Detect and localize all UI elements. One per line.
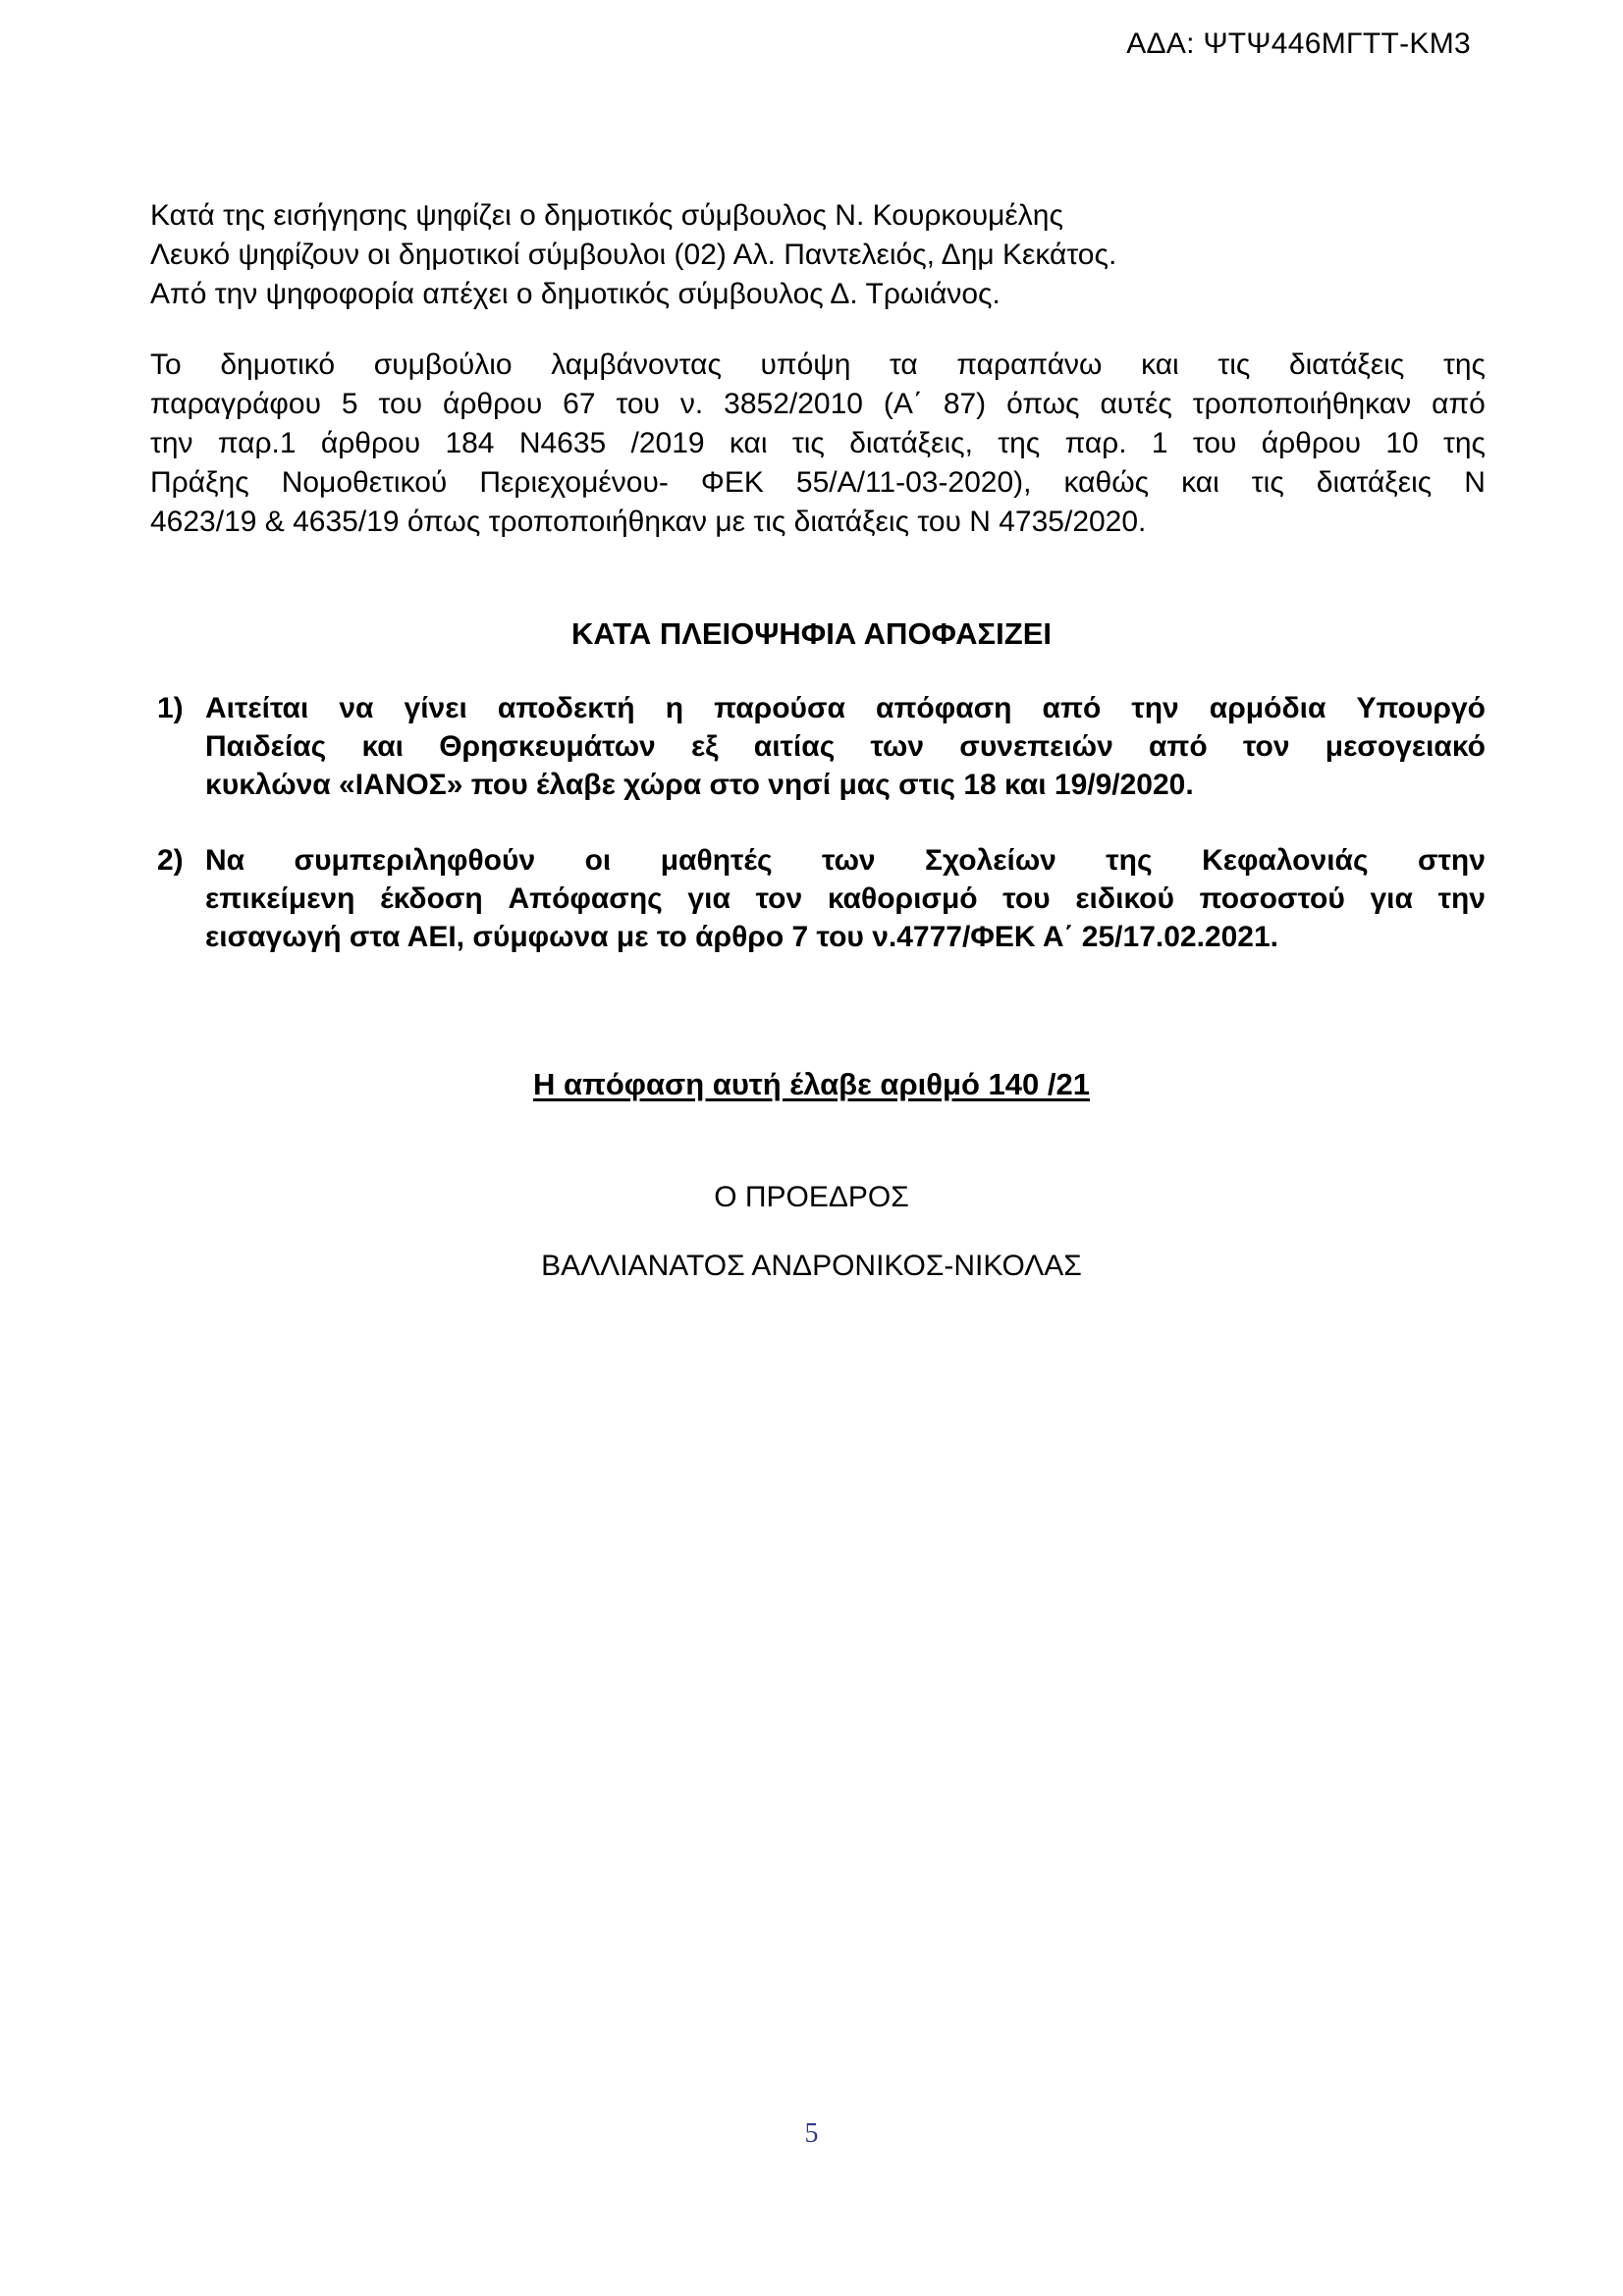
word: δημοτικό — [220, 348, 336, 381]
decision-heading: ΚΑΤΑ ΠΛΕΙΟΨΗΦΙΑ ΑΠΟΦΑΣΙΖΕΙ — [570, 616, 1052, 651]
word: την — [150, 427, 193, 459]
word: άρθρου — [1261, 427, 1361, 459]
word: 1 — [1151, 427, 1168, 459]
paragraph-line — [150, 424, 1486, 463]
word: παρ. — [1064, 427, 1127, 459]
word: 3852/2010 — [724, 388, 863, 420]
word: και — [1181, 466, 1219, 499]
word: τις — [1217, 348, 1251, 381]
president-title: Ο ΠΡΟΕΔΡΟΣ — [714, 1181, 909, 1213]
word: 184 — [445, 427, 495, 459]
decision-item — [157, 689, 1486, 804]
word: όπως — [1006, 388, 1080, 420]
word: της — [1106, 844, 1153, 877]
paragraph-line — [150, 346, 1486, 385]
word: λαμβάνοντας — [551, 348, 722, 381]
word: και — [729, 427, 768, 459]
item-line — [205, 689, 1486, 727]
word: τον — [1242, 730, 1290, 763]
word: να — [339, 692, 374, 724]
word: 67 — [563, 388, 596, 420]
word: για — [687, 882, 730, 915]
word: της — [998, 427, 1041, 459]
word: από — [1432, 388, 1486, 420]
word: τις — [1251, 466, 1284, 499]
word: μαθητές — [660, 844, 773, 877]
word: καθώς — [1063, 466, 1150, 499]
word: του — [1192, 427, 1237, 459]
word: συμπεριληφθούν — [294, 844, 536, 877]
word: εξ — [690, 730, 719, 763]
decision-item — [157, 841, 1486, 956]
word: αποδεκτή — [497, 692, 635, 724]
word: Το — [150, 348, 182, 381]
item-number: 2) — [157, 844, 184, 877]
word: του — [616, 388, 660, 420]
paragraph-line — [150, 463, 1486, 503]
word: και — [1141, 348, 1179, 381]
word: αυτές — [1100, 388, 1172, 420]
vote-line-blank: Λευκό ψηφίζουν οι δημοτικοί σύμβουλοι (02) Αλ. Παντελειός, Δημ Κεκάτος. — [150, 239, 1117, 271]
word: άρθρου — [442, 388, 543, 420]
word: διατάξεις — [1316, 466, 1433, 499]
word: Ν — [1464, 466, 1486, 499]
word: συμβούλιο — [373, 348, 513, 381]
word: συνεπειών — [959, 730, 1113, 763]
president-name: ΒΑΛΛΙΑΝΑΤΟΣ ΑΝΔΡΟΝΙΚΟΣ-ΝΙΚΟΛΑΣ — [541, 1250, 1082, 1282]
word: και — [361, 730, 404, 763]
word: αρμόδια — [1209, 692, 1326, 724]
word: των — [822, 844, 876, 877]
decision-number-text: Η απόφαση αυτή έλαβε αριθμό 140 /21 — [533, 1067, 1090, 1101]
word: του — [378, 388, 423, 420]
item-body — [205, 841, 1486, 956]
page-number: 5 — [804, 2118, 819, 2149]
word: Θρησκευμάτων — [439, 730, 656, 763]
word: του — [1002, 882, 1051, 915]
word: 5 — [341, 388, 358, 420]
word: την — [1131, 692, 1179, 724]
item-number: 1) — [157, 692, 184, 724]
word: στην — [1418, 844, 1486, 877]
ada-code: ΑΔΑ: ΨΤΨ446ΜΓΤΤ-ΚΜ3 — [1126, 27, 1471, 60]
word: /2019 — [630, 427, 705, 459]
word: άρθρου — [320, 427, 421, 459]
word: των — [870, 730, 925, 763]
word: από — [1042, 692, 1102, 724]
word: παραγράφου — [150, 388, 321, 420]
word: παρ.1 — [217, 427, 297, 459]
word: μεσογειακό — [1325, 730, 1486, 763]
word: Σχολείων — [925, 844, 1056, 877]
word: επικείμενη — [205, 882, 355, 915]
item-line: κυκλώνα «ΙΑΝΟΣ» που έλαβε χώρα στο νησί μας στις 18 και 19/9/2020. — [205, 769, 1194, 801]
word: Να — [205, 844, 245, 877]
word: γίνει — [404, 692, 467, 724]
word: υπόψη — [760, 348, 851, 381]
paragraph-line: 4623/19 & 4635/19 όπως τροποποιήθηκαν με τις διατάξεις του Ν 4735/2020. — [150, 506, 1147, 538]
word: της — [1443, 427, 1486, 459]
word: της — [1442, 348, 1486, 381]
word: τα — [890, 348, 918, 381]
item-line — [205, 880, 1486, 918]
word: έκδοση — [380, 882, 483, 915]
item-line — [205, 841, 1486, 880]
decision-number — [0, 1067, 1623, 1102]
paragraph-line — [150, 385, 1486, 424]
word: παρούσα — [714, 692, 845, 724]
word: απόφαση — [876, 692, 1012, 724]
word: την — [1437, 882, 1486, 915]
vote-line-abstain: Από την ψηφοφορία απέχει ο δημοτικός σύμβουλος Δ. Τρωιάνος. — [150, 278, 1001, 310]
word: ποσοστού — [1199, 882, 1345, 915]
item-line — [205, 727, 1486, 766]
word: Πράξης — [150, 466, 249, 499]
word: Περιεχομένου- — [479, 466, 669, 499]
word: ειδικού — [1075, 882, 1174, 915]
word: 55/Α/11-03-2020), — [795, 466, 1032, 499]
word: τροποποιήθηκαν — [1192, 388, 1412, 420]
vote-record — [150, 196, 1486, 314]
word: ν. — [679, 388, 704, 420]
word: 10 — [1385, 427, 1419, 459]
word: Υπουργό — [1356, 692, 1486, 724]
word: παραπάνω — [956, 348, 1103, 381]
word: Παιδείας — [205, 730, 327, 763]
word: η — [665, 692, 684, 724]
word: 87) — [943, 388, 987, 420]
word: για — [1370, 882, 1413, 915]
vote-line-against: Κατά της εισήγησης ψηφίζει ο δημοτικός σύμβουλος Ν. Κουρκουμέλης — [150, 199, 1063, 232]
word: (Α΄ — [883, 388, 923, 420]
word: ΦΕΚ — [700, 466, 764, 499]
word: Κεφαλονιάς — [1202, 844, 1369, 877]
word: διατάξεις, — [849, 427, 973, 459]
word: τις — [791, 427, 825, 459]
word: Απόφασης — [508, 882, 663, 915]
legal-basis-paragraph — [150, 346, 1486, 542]
word: διατάξεις — [1288, 348, 1405, 381]
word: από — [1148, 730, 1208, 763]
word: τον — [755, 882, 803, 915]
word: οι — [584, 844, 612, 877]
word: Αιτείται — [205, 692, 309, 724]
word: Ν4635 — [518, 427, 607, 459]
word: αιτίας — [753, 730, 836, 763]
item-line: εισαγωγή στα ΑΕΙ, σύμφωνα με το άρθρο 7 του ν.4777/ΦΕΚ Α΄ 25/17.02.2021. — [205, 921, 1278, 953]
word: καθορισμό — [827, 882, 978, 915]
word: Νομοθετικού — [281, 466, 448, 499]
item-body — [205, 689, 1486, 804]
